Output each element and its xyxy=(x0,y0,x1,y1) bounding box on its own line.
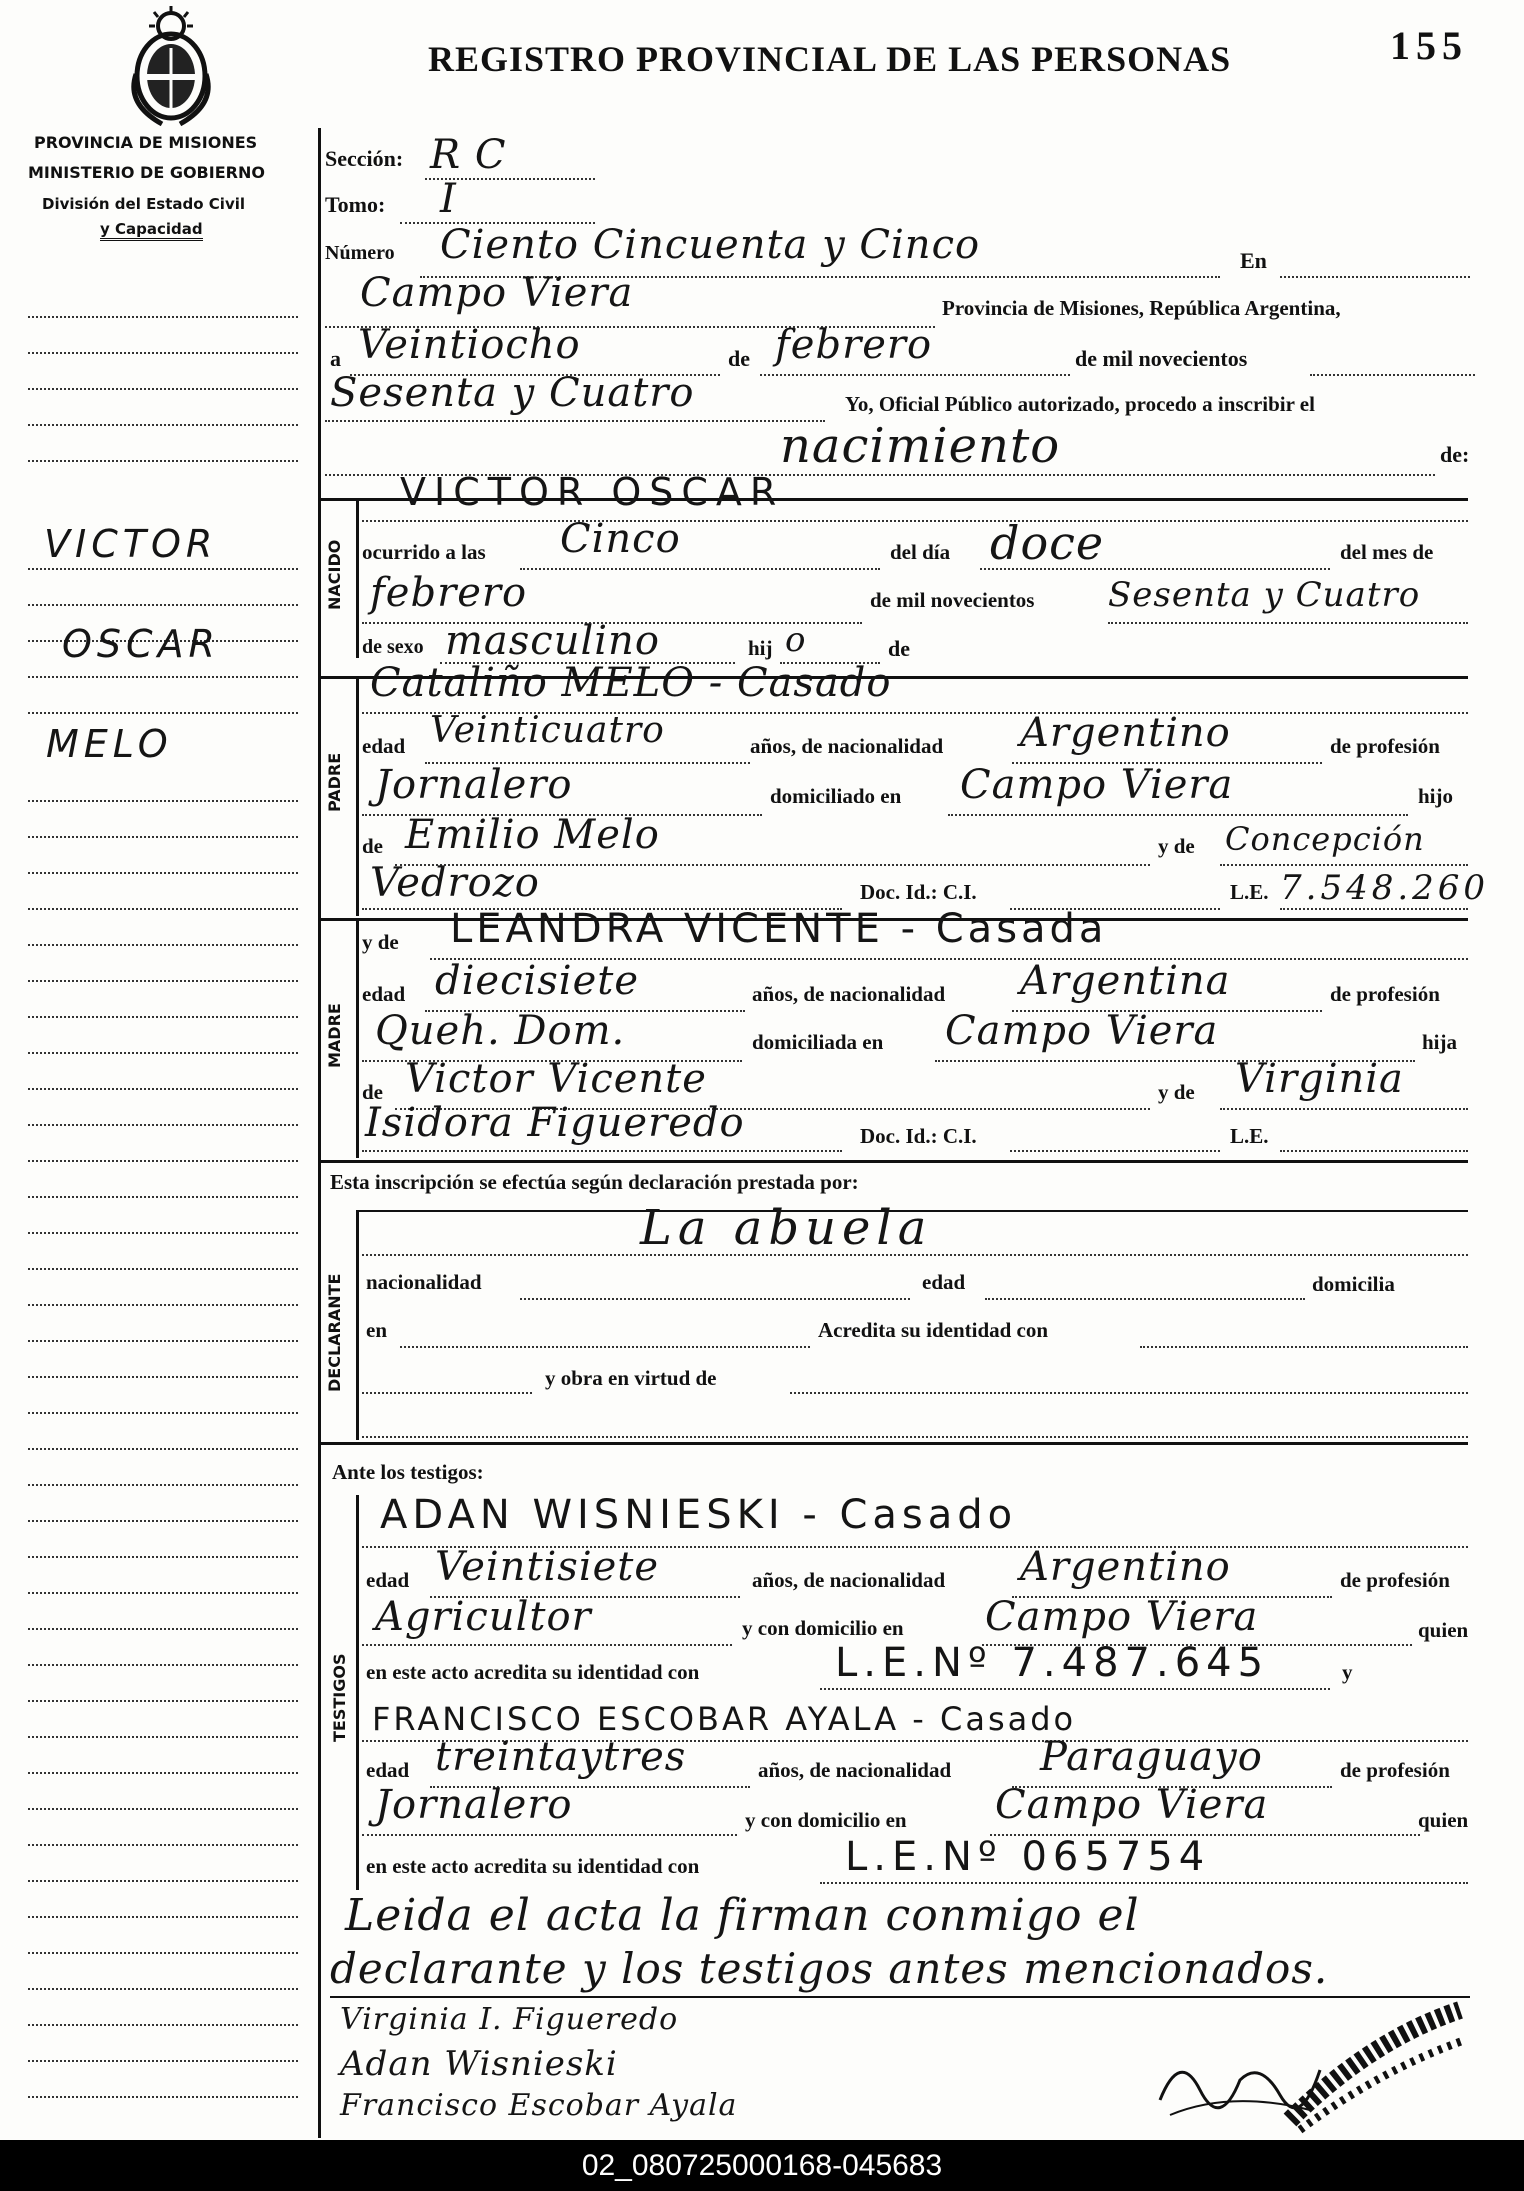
signature-witness1: Adan Wisnieski xyxy=(340,2044,618,2084)
sexo-label: de sexo xyxy=(362,636,424,658)
province-label: PROVINCIA DE MISIONES xyxy=(34,133,258,152)
madre-de-label: de xyxy=(362,1080,383,1104)
del-dia-label: del día xyxy=(890,540,951,564)
a-label: a xyxy=(330,346,341,371)
ministry-label: MINISTERIO DE GOBIERNO xyxy=(28,163,265,182)
padre-domicilio-value: Campo Viera xyxy=(960,762,1234,808)
official-stamp-icon xyxy=(1270,2000,1470,2140)
padre-profesion-label: de profesión xyxy=(1330,734,1440,758)
witness2-profesion-label: de profesión xyxy=(1340,1758,1450,1782)
declarante-edad-label: edad xyxy=(922,1270,966,1294)
witness1-edad-label: edad xyxy=(366,1568,410,1592)
madre-hija-label: hija xyxy=(1422,1030,1458,1054)
nacido-side-label: NACIDO xyxy=(325,539,344,610)
declarante-side-label: DECLARANTE xyxy=(325,1273,344,1392)
witness2-edad: treintaytres xyxy=(435,1734,687,1780)
padre-edad-value: Veinticuatro xyxy=(430,710,665,751)
capacity-label: y Capacidad xyxy=(100,220,203,241)
witness1-doc: L.E.Nº 7.487.645 xyxy=(835,1640,1270,1686)
madre-domicilio-value: Campo Viera xyxy=(945,1008,1219,1054)
madre-edad-label: edad xyxy=(362,982,406,1006)
declarante-value: La abuela xyxy=(640,1200,933,1256)
sexo-value: masculino xyxy=(445,618,660,664)
witness1-nacionalidad-label: años, de nacionalidad xyxy=(752,1568,946,1592)
witness2-edad-label: edad xyxy=(366,1758,410,1782)
witness1-quien-label: quien xyxy=(1418,1618,1469,1642)
nacido-inner-border xyxy=(356,498,359,658)
madre-madre-value: Virginia xyxy=(1235,1056,1404,1102)
nacido-year-value: Sesenta y Cuatro xyxy=(1108,575,1421,615)
declarante-en-label: en xyxy=(366,1318,387,1342)
witness1-y-label: y xyxy=(1342,1660,1353,1684)
witness2-doc: L.E.Nº 065754 xyxy=(845,1834,1211,1880)
closing-line-2: declarante y los testigos antes mencionados. xyxy=(330,1944,1329,1993)
en-label: En xyxy=(1240,248,1267,273)
padre-madre-apellido: Vedrozo xyxy=(370,860,540,906)
closing-line-1: Leida el acta la firman conmigo el xyxy=(345,1890,1140,1941)
witness1-profesion-label: de profesión xyxy=(1340,1568,1450,1592)
madre-edad-value: diecisiete xyxy=(435,958,640,1004)
hijo-label: hij xyxy=(748,636,773,660)
witness1-name: ADAN WISNIESKI - Casado xyxy=(380,1492,1018,1538)
page-number: 155 xyxy=(1390,23,1468,68)
padre-nacionalidad-value: Argentino xyxy=(1020,710,1231,756)
declarante-domicilia-label: domicilia xyxy=(1312,1272,1395,1296)
padre-hijo-label: hijo xyxy=(1418,784,1454,808)
witness2-domicilio-label: y con domicilio en xyxy=(745,1808,907,1832)
madre-domicilio-label: domiciliada en xyxy=(752,1030,884,1054)
declarante-top-rule xyxy=(318,1160,1468,1163)
signature-declarant: Virginia I. Figueredo xyxy=(340,2002,679,2037)
padre-de-padre-value: Emilio Melo xyxy=(405,812,660,858)
main-left-border xyxy=(318,128,321,2138)
madre-y-de2-label: y de xyxy=(1158,1080,1195,1104)
padre-profesion-value: Jornalero xyxy=(375,762,573,808)
nacido-month-value: febrero xyxy=(370,570,528,616)
page-title: REGISTRO PROVINCIAL DE LAS PERSONAS xyxy=(428,39,1232,79)
witness1-domicilio-label: y con domicilio en xyxy=(742,1616,904,1640)
hour-value: Cinco xyxy=(560,516,681,562)
testigos-top-rule xyxy=(318,1442,1468,1445)
province-text: Provincia de Misiones, República Argentina, xyxy=(942,296,1341,320)
madre-madre-apellido: Isidora Figueredo xyxy=(365,1100,745,1146)
official-label: Yo, Oficial Público autorizado, procedo a inscribir el xyxy=(845,392,1315,416)
witness1-nacionalidad: Argentino xyxy=(1020,1544,1231,1590)
de-colon-label: de: xyxy=(1440,442,1470,467)
del-mes-label: del mes de xyxy=(1340,540,1434,564)
month-value: febrero xyxy=(775,322,933,368)
madre-name-value: LEANDRA VICENTE - Casada xyxy=(450,906,1108,952)
padre-de-label: de xyxy=(362,834,383,858)
padre-nacionalidad-label: años, de nacionalidad xyxy=(750,734,944,758)
witness2-profesion: Jornalero xyxy=(375,1782,573,1828)
madre-side-label: MADRE xyxy=(325,1003,344,1068)
numero-label: Número xyxy=(325,242,395,264)
testigos-inner-border xyxy=(356,1495,359,1890)
padre-le-value: 7.548.260 xyxy=(1280,868,1490,908)
hijo-value: o xyxy=(785,620,807,660)
signature-witness2: Francisco Escobar Ayala xyxy=(340,2088,738,2123)
nacido-year-intro-label: de mil novecientos xyxy=(870,588,1035,612)
padre-madre-value: Concepción xyxy=(1225,820,1425,858)
madre-padre-value: Victor Vicente xyxy=(405,1056,707,1102)
coat-of-arms-icon xyxy=(122,4,220,128)
padre-inner-border xyxy=(356,676,359,916)
padre-doc-label: Doc. Id.: C.I. xyxy=(860,880,977,904)
padre-y-de-label: y de xyxy=(1158,834,1195,858)
margin-name-line-3: MELO xyxy=(46,722,173,766)
madre-profesion-value: Queh. Dom. xyxy=(375,1008,626,1054)
day-value: Veintiocho xyxy=(358,322,581,368)
madre-doc-label: Doc. Id.: C.I. xyxy=(860,1124,977,1148)
year-intro-label: de mil novecientos xyxy=(1075,346,1248,371)
nacido-name-value: VICTOR OSCAR xyxy=(400,470,785,514)
seccion-label: Sección: xyxy=(325,146,404,171)
act-type-value: nacimiento xyxy=(780,418,1061,474)
witness1-domicilio: Campo Viera xyxy=(985,1594,1259,1640)
witness1-acredita-label: en este acto acredita su identidad con xyxy=(366,1660,700,1684)
document-id-footer: 02_080725000168-045683 xyxy=(0,2140,1524,2191)
nacido-day-value: doce xyxy=(990,516,1105,570)
witness2-nacionalidad-label: años, de nacionalidad xyxy=(758,1758,952,1782)
tomo-label: Tomo: xyxy=(325,192,386,217)
padre-name-value: Cataliño MELO - Casado xyxy=(370,660,892,706)
witness1-edad: Veintisiete xyxy=(435,1544,660,1590)
de-label: de xyxy=(728,346,750,371)
place-value: Campo Viera xyxy=(360,270,634,316)
seccion-value: R C xyxy=(430,132,507,178)
madre-nacionalidad-value: Argentina xyxy=(1020,958,1231,1004)
witness2-name: FRANCISCO ESCOBAR AYALA - Casado xyxy=(372,1700,1077,1738)
numero-value: Ciento Cincuenta y Cinco xyxy=(440,222,981,268)
margin-name-line-1: VICTOR xyxy=(44,522,218,566)
year-value: Sesenta y Cuatro xyxy=(330,370,695,416)
madre-profesion-label: de profesión xyxy=(1330,982,1440,1006)
witness2-nacionalidad: Paraguayo xyxy=(1040,1734,1263,1780)
ocurrido-label: ocurrido a las xyxy=(362,540,486,564)
witness2-quien-label: quien xyxy=(1418,1808,1469,1832)
testigos-intro: Ante los testigos: xyxy=(332,1460,484,1484)
declarante-nacionalidad-label: nacionalidad xyxy=(366,1270,482,1294)
padre-side-label: PADRE xyxy=(325,752,344,812)
witness1-profesion: Agricultor xyxy=(375,1594,592,1640)
margin-name-line-2: OSCAR xyxy=(62,622,220,666)
declarante-acredita-label: Acredita su identidad con xyxy=(818,1318,1049,1342)
nacido-de-label: de xyxy=(888,636,910,661)
madre-y-de-label: y de xyxy=(362,930,399,954)
madre-inner-border xyxy=(356,918,359,1158)
declarante-obra-label: y obra en virtud de xyxy=(545,1366,717,1390)
declarante-inner-border xyxy=(356,1210,359,1440)
padre-edad-label: edad xyxy=(362,734,406,758)
declarante-intro: Esta inscripción se efectúa según declaración prestada por: xyxy=(330,1170,859,1194)
madre-le-label: L.E. xyxy=(1230,1124,1269,1148)
testigos-side-label: TESTIGOS xyxy=(330,1653,349,1742)
padre-domicilio-label: domiciliado en xyxy=(770,784,902,808)
madre-nacionalidad-label: años, de nacionalidad xyxy=(752,982,946,1006)
witness2-acredita-label: en este acto acredita su identidad con xyxy=(366,1854,700,1878)
padre-le-label: L.E. xyxy=(1230,880,1269,904)
division-label: División del Estado Civil xyxy=(42,195,246,213)
tomo-value: I xyxy=(440,176,457,222)
witness2-domicilio: Campo Viera xyxy=(995,1782,1269,1828)
